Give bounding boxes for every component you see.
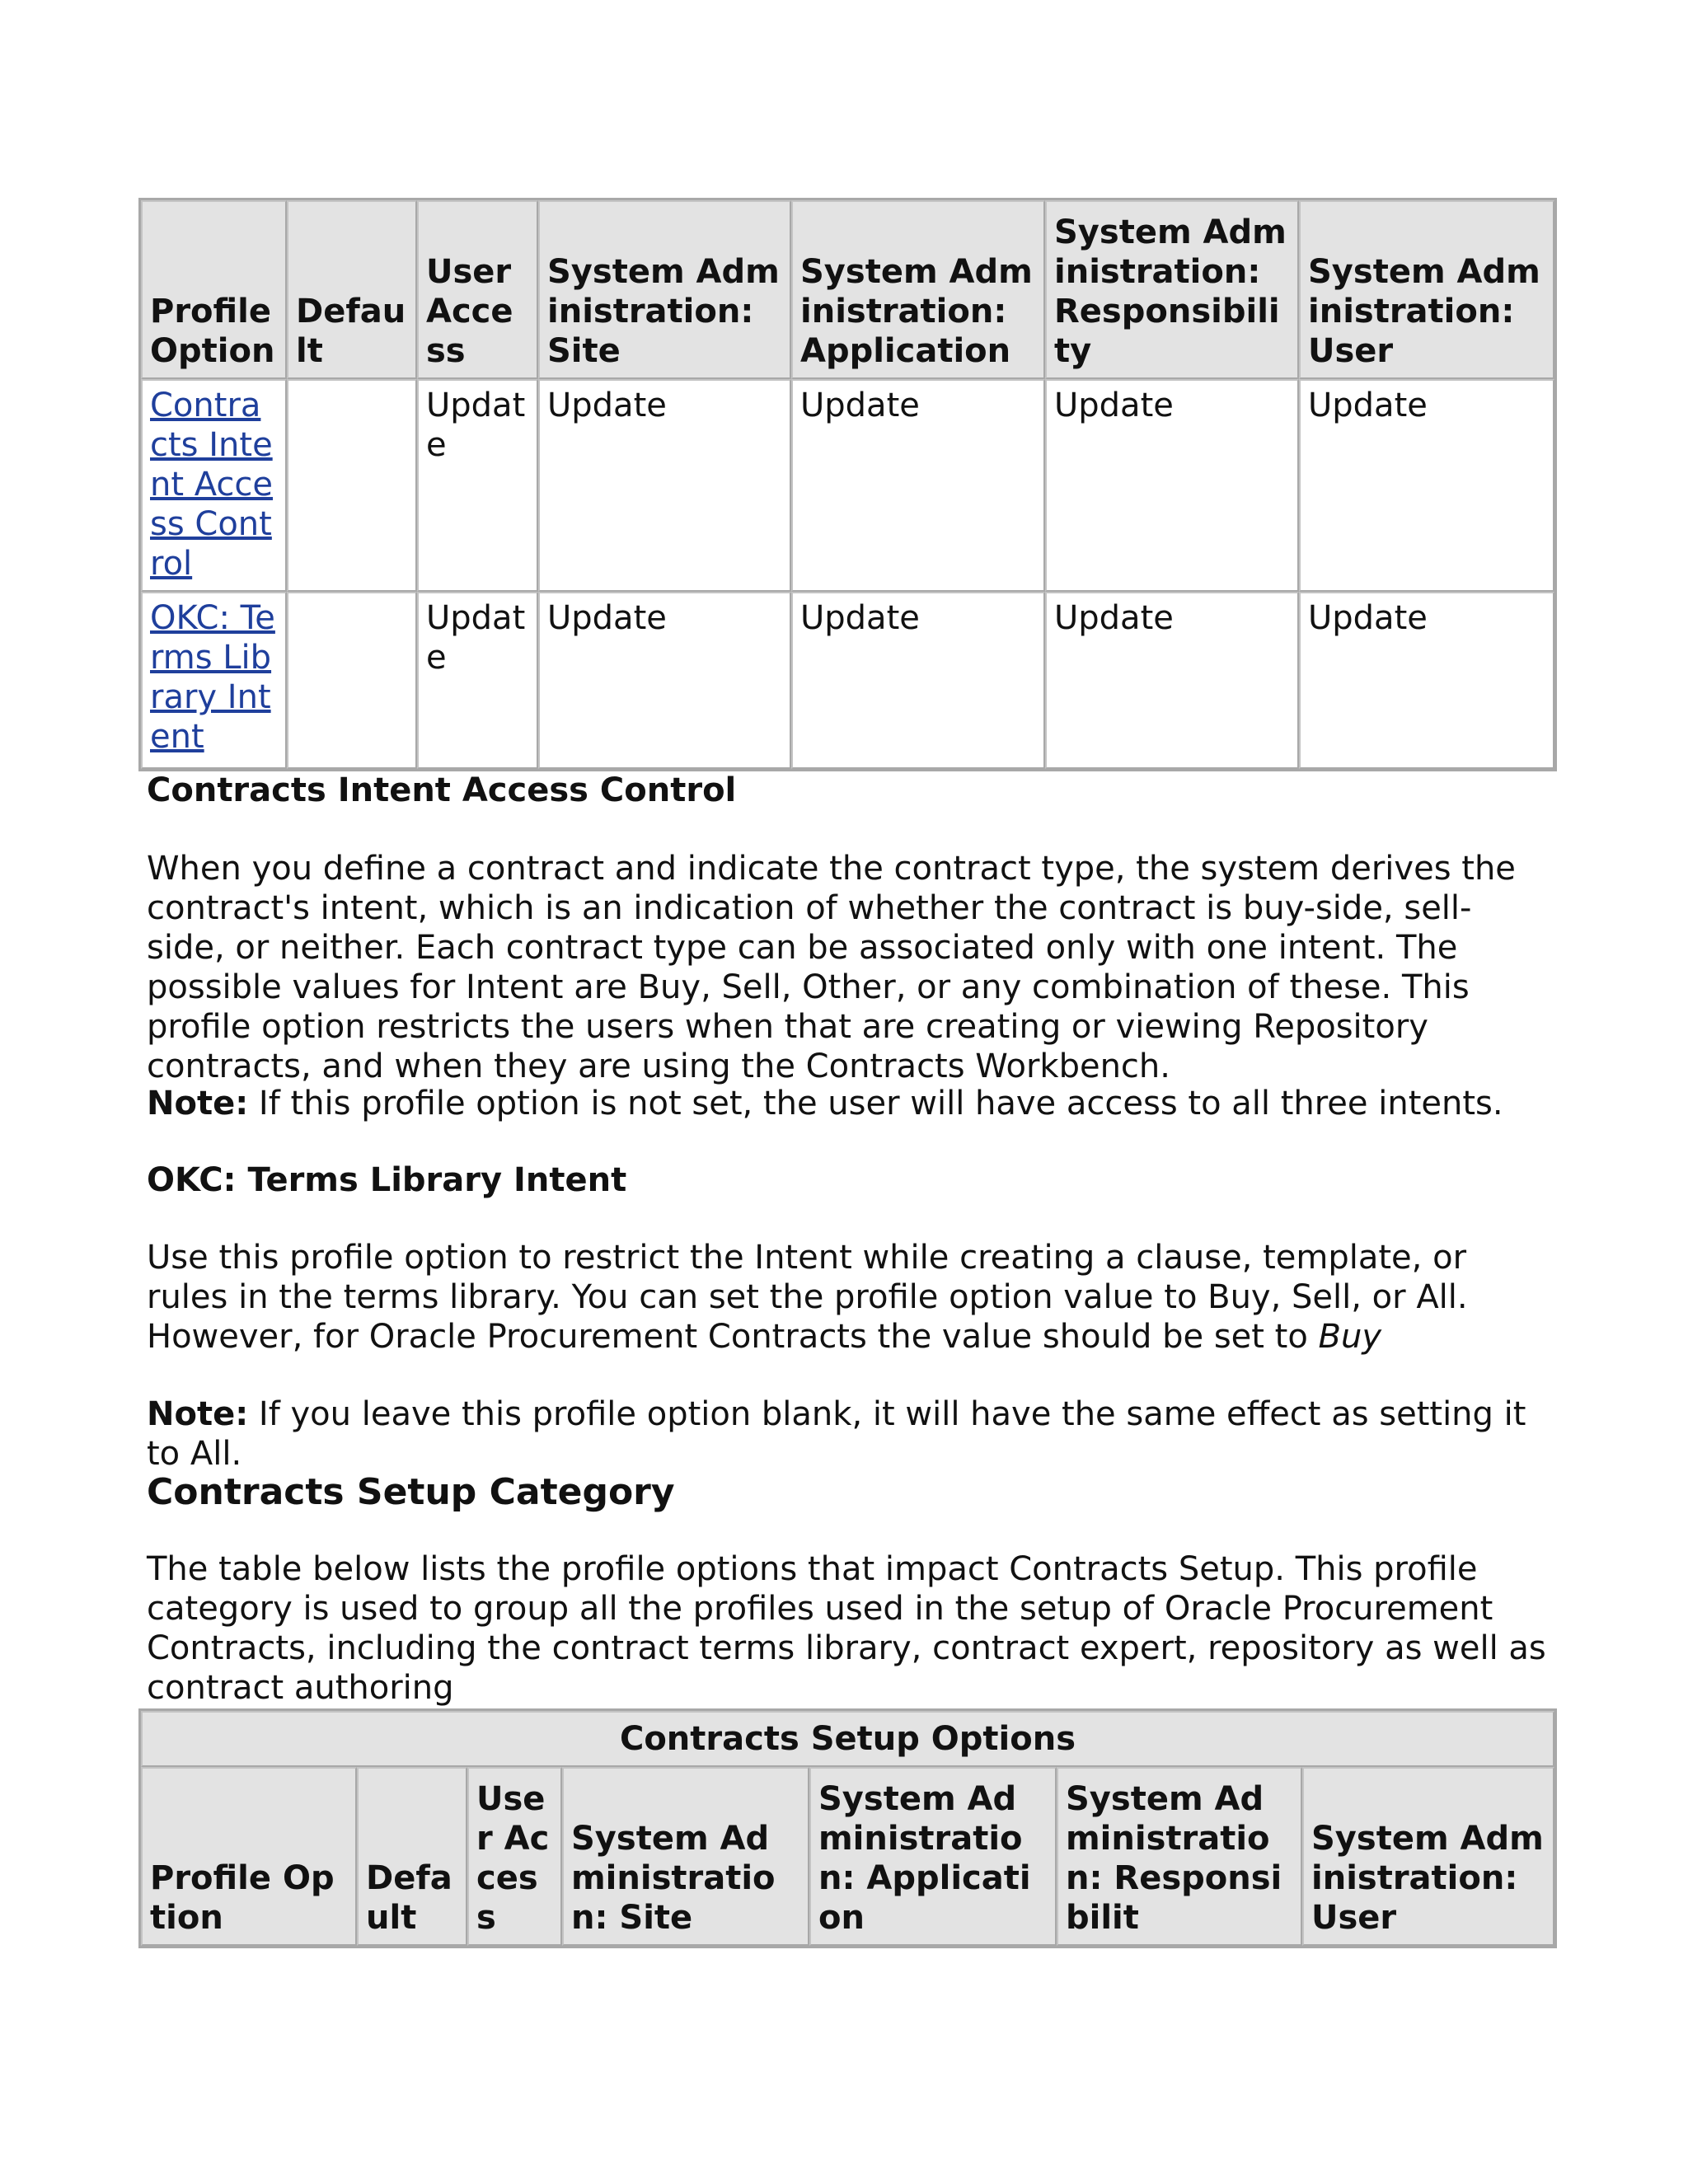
- responsibility-cell: Update: [1045, 592, 1299, 769]
- site-cell: Update: [538, 379, 791, 592]
- table-caption: Contracts Setup Options: [141, 1711, 1554, 1767]
- column-header-application: System Administration: Application: [809, 1767, 1057, 1946]
- section-heading-terms-library-intent: OKC: Terms Library Intent: [147, 1161, 627, 1199]
- site-cell: Update: [538, 592, 791, 769]
- table-header-row: [141, 1767, 1554, 1946]
- column-header-site: System Administration: Site: [538, 200, 791, 379]
- terms-library-paragraph-text: Use this profile option to restrict the Intent while creating a clause, template, or rules in the terms library. You can set the profile option value to Buy, Sell, or All. However, for Oracle Procurement Contracts the value should be set to: [147, 1239, 1468, 1356]
- table-header-row: [141, 200, 1554, 379]
- profile-link-contracts-intent-access-control[interactable]: Contracts Intent Access Control: [150, 387, 274, 583]
- section-heading-contracts-setup-category: Contracts Setup Category: [147, 1471, 675, 1513]
- column-header-profile-option: Profile Option: [141, 200, 287, 379]
- user-cell: Update: [1299, 379, 1554, 592]
- profile-options-table: [138, 198, 1557, 771]
- user-cell: Update: [1299, 592, 1554, 769]
- table-row: [141, 379, 1554, 592]
- contracts-setup-options-table: [138, 1708, 1557, 1948]
- table-row: [141, 592, 1554, 769]
- column-header-user-access: User Access: [467, 1767, 562, 1946]
- application-cell: Update: [791, 592, 1045, 769]
- column-header-site: System Administration: Site: [562, 1767, 809, 1946]
- responsibility-cell: Update: [1045, 379, 1299, 592]
- terms-library-intent-paragraph: [138, 1238, 1548, 1357]
- note-text: If this profile option is not set, the user will have access to all three intents.: [248, 1085, 1503, 1122]
- column-header-user: System Administration: User: [1302, 1767, 1554, 1946]
- column-header-user-access: User Access: [417, 200, 538, 379]
- column-header-responsibility: System Administration: Responsibilit: [1057, 1767, 1302, 1946]
- emphasis-buy: Buy: [1318, 1318, 1382, 1356]
- profile-link-okc-terms-library-intent[interactable]: OKC: Terms Library Intent: [150, 599, 275, 756]
- column-header-default: Default: [357, 1767, 467, 1946]
- intent-access-control-note: [138, 1084, 1548, 1123]
- table-caption-row: [141, 1711, 1554, 1767]
- note-label: Note:: [147, 1085, 249, 1122]
- column-header-profile-option: Profile Option: [141, 1767, 357, 1946]
- section-heading-intent-access-control: Contracts Intent Access Control: [147, 771, 737, 809]
- terms-library-intent-note: [138, 1394, 1548, 1474]
- column-header-application: System Administration: Application: [791, 200, 1045, 379]
- intent-access-control-paragraph: When you define a contract and indicate the contract type, the system derives the contract's intent, which is an indication of whether the contract is buy-side, sell-side, or neither. Each contract type can be associated only with one intent. The possible values for Intent are Buy, Sell, Other, or any combination of these. This profile option restricts the users when that are creating or viewing Repository contracts, and when they are using the Contracts Workbench.: [147, 850, 1516, 1085]
- contracts-setup-paragraph: The table below lists the profile options that impact Contracts Setup. This profile category is used to group all the profiles used in the setup of Oracle Procurement Contracts, including the contract terms library, contract expert, repository as well as contract authoring: [147, 1550, 1546, 1707]
- profile-option-cell: [141, 379, 287, 592]
- profile-option-cell: [141, 592, 287, 769]
- user-access-cell: Update: [417, 379, 538, 592]
- default-cell: [287, 379, 417, 592]
- column-header-user: System Administration: User: [1299, 200, 1554, 379]
- user-access-cell: Update: [417, 592, 538, 769]
- application-cell: Update: [791, 379, 1045, 592]
- note-text: If you leave this profile option blank, it will have the same effect as setting it to All.: [147, 1395, 1526, 1473]
- default-cell: [287, 592, 417, 769]
- note-label: Note:: [147, 1395, 249, 1433]
- column-header-responsibility: System Administration: Responsibility: [1045, 200, 1299, 379]
- column-header-default: Default: [287, 200, 417, 379]
